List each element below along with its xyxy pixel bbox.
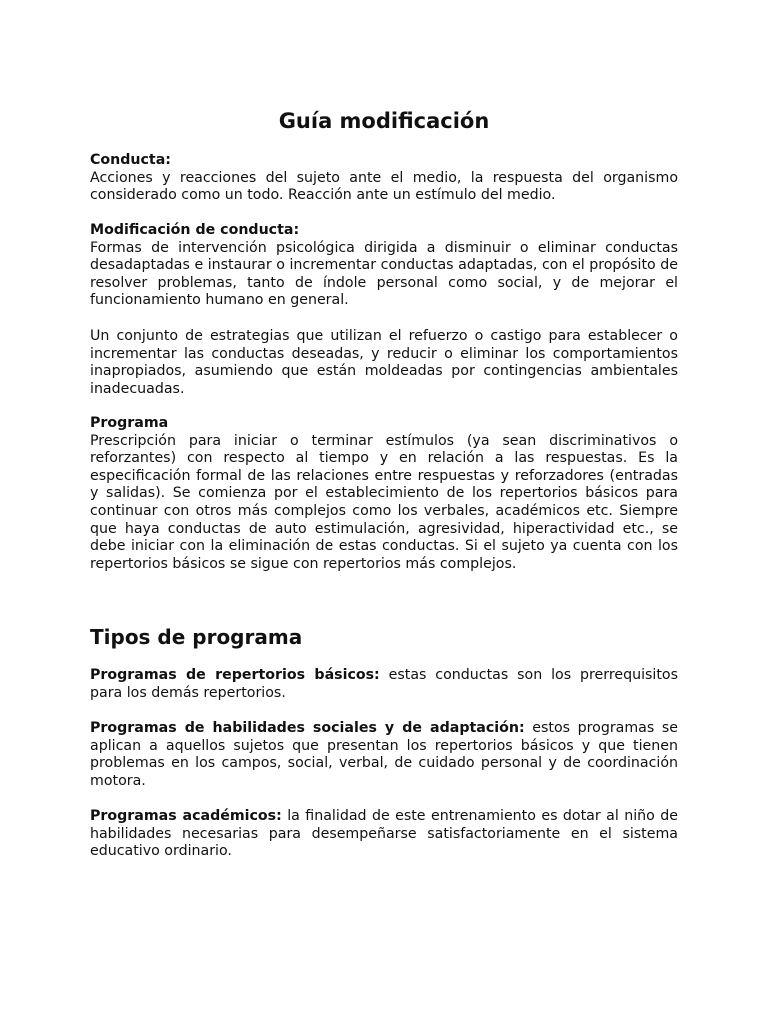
section-text-programa: Prescripción para iniciar o terminar estímulos (ya sean discriminativos o reforzantes) con respecto al tiempo y en relación a las respuestas. Es la especificación formal de las relaciones entre respuestas y reforzadores (entradas y salidas). Se comienza por el establecimiento de los repertorios básicos para continuar con otros más complejos como los verbales, académicos etc. Siempre que haya conductas de auto estimulación, agresividad, hiperactividad etc., se debe iniciar con la eliminación de estas conductas. Si el sujeto ya cuenta con los repertorios básicos se sigue con repertorios más complejos. (90, 432, 678, 572)
section-text-modificacion: Formas de intervención psicológica dirigida a disminuir o eliminar conductas desadaptadas e instaurar o incrementar conductas adaptadas, con el propósito de resolver problemas, tanto de índole personal como social, y de mejorar el funcionamiento humano en general. (90, 239, 678, 309)
tipos-heading: Tipos de programa (90, 625, 303, 649)
tipo-label-academicos: Programas académicos: (90, 808, 282, 824)
section-text-conducta: Acciones y reacciones del sujeto ante el medio, la respuesta del organismo considerado como un todo. Reacción ante un estímulo del medio. (90, 169, 678, 204)
tipo-label-basicos: Programas de repertorios básicos: (90, 667, 380, 683)
tipo-text-basicos: estas conductas son los prerrequisitos para los demás repertorios. (90, 667, 678, 701)
section-programa (90, 415, 678, 573)
tipo-label-habilidades: Programas de habilidades sociales y de adaptación: (90, 720, 525, 736)
tipo-item-academicos (90, 808, 678, 861)
section-modificacion (90, 222, 678, 310)
section-heading-modificacion: Modificación de conducta: (90, 222, 300, 238)
section-heading-conducta: Conducta: (90, 152, 171, 168)
section-conducta (90, 152, 678, 205)
tipo-item-habilidades (90, 720, 678, 790)
section-heading-programa: Programa (90, 415, 169, 431)
paragraph-estrategias: Un conjunto de estrategias que utilizan el refuerzo o castigo para establecer o incrementar las conductas deseadas, y reducir o eliminar los comportamientos inapropiados, asumiendo que están moldeadas por contingencias ambientales inadecuadas. (90, 328, 678, 397)
tipo-text-academicos: la finalidad de este entrenamiento es dotar al niño de habilidades necesarias para desempeñarse satisfactoriamente en el sistema educativo ordinario. (90, 808, 678, 860)
document-title: Guía modificación (278, 109, 490, 133)
tipo-text-habilidades: estos programas se aplican a aquellos sujetos que presentan los repertorios básicos y que tienen problemas en los campos, social, verbal, de cuidado personal y de coordinación motora. (90, 720, 678, 789)
tipo-item-basicos (90, 667, 678, 702)
